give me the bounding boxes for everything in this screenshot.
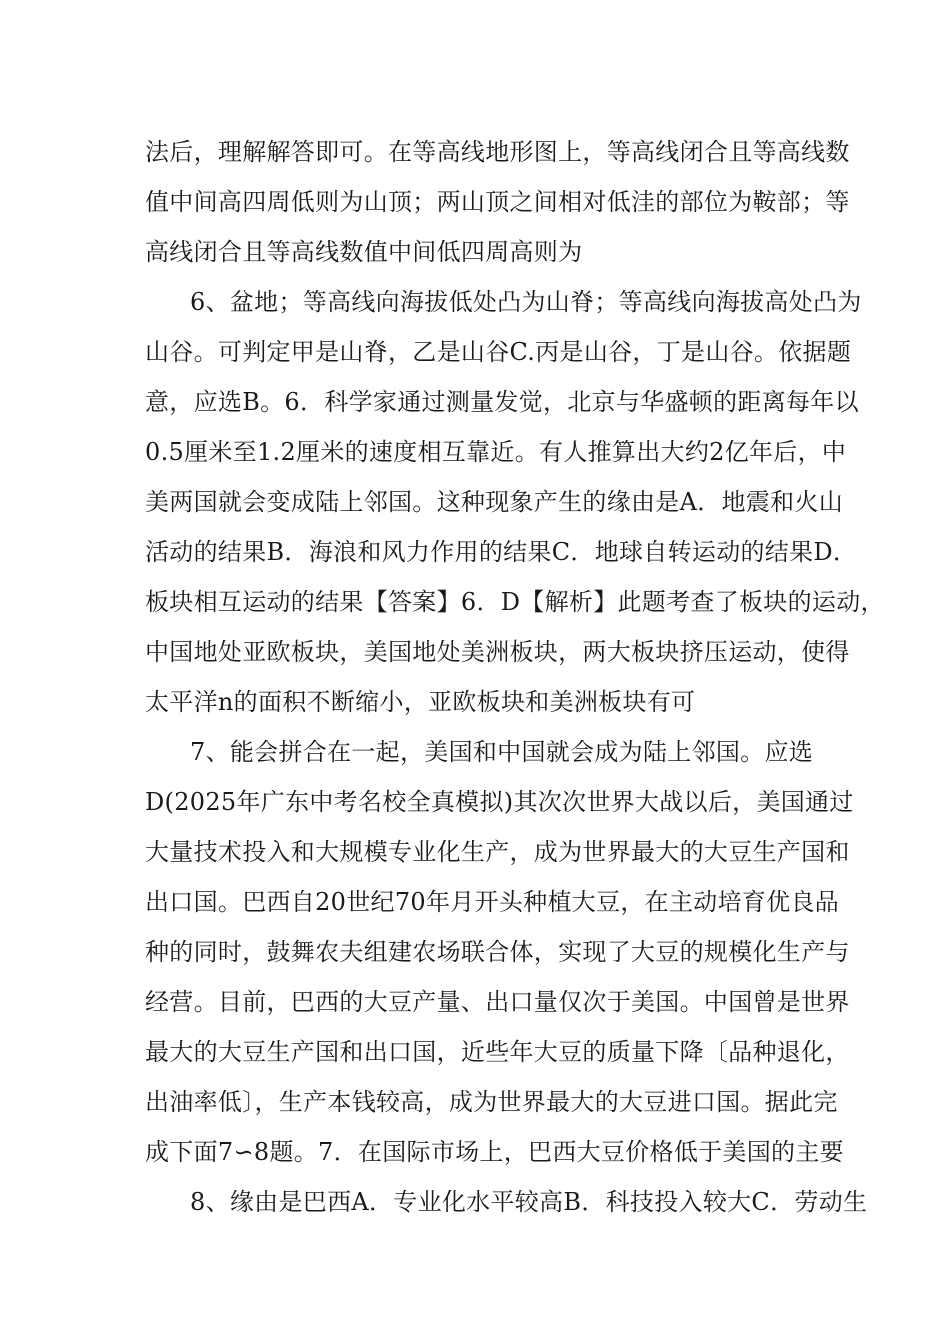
text-line: 高线闭合且等高线数值中间低四周高则为	[145, 238, 583, 266]
text-line: D(2025年广东中考名校全真模拟)其次次世界大战以后，美国通过	[145, 788, 854, 816]
text-line: 法后，理解解答即可。在等高线地形图上，等高线闭合且等高线数	[145, 138, 850, 166]
text-line: 0.5厘米至1.2厘米的速度相互靠近。有人推算出大约2亿年后，中	[145, 438, 847, 466]
paragraph-start-line: 6、盆地；等高线向海拔低处凸为山脊；等高线向海拔高处凸为	[190, 288, 862, 316]
text-line: 山谷。可判定甲是山脊，乙是山谷C.丙是山谷，丁是山谷。依据题	[145, 338, 852, 366]
text-line: 最大的大豆生产国和出口国，近些年大豆的质量下降〔品种退化，	[145, 1038, 850, 1066]
text-line: 板块相互运动的结果【答案】6．D【解析】此题考查了板块的运动，	[145, 588, 885, 616]
text-line: 大量技术投入和大规模专业化生产，成为世界最大的大豆生产国和	[145, 838, 850, 866]
text-line: 经营。目前，巴西的大豆产量、出口量仅次于美国。中国曾是世界	[145, 988, 850, 1016]
text-line: 活动的结果B．海浪和风力作用的结果C．地球自转运动的结果D．	[145, 538, 858, 566]
text-line: 出油率低〕，生产本钱较高，成为世界最大的大豆进口国。据此完	[145, 1088, 838, 1116]
text-line: 成下面7∽8题。7．在国际市场上，巴西大豆价格低于美国的主要	[145, 1138, 844, 1166]
paragraph-start-line: 7、能会拼合在一起，美国和中国就会成为陆上邻国。应选	[190, 738, 814, 766]
text-line: 种的同时，鼓舞农夫组建农场联合体，实现了大豆的规模化生产与	[145, 938, 850, 966]
paragraph-start-line: 8、缘由是巴西A．专业化水平较高B．科技投入较大C．劳动生	[190, 1188, 868, 1216]
text-line: 意，应选B。6．科学家通过测量发觉，北京与华盛顿的距离每年以	[145, 388, 859, 416]
text-line: 太平洋n的面积不断缩小，亚欧板块和美洲板块有可	[145, 688, 696, 716]
text-line: 值中间高四周低则为山顶；两山顶之间相对低洼的部位为鞍部；等	[145, 188, 850, 216]
text-line: 出口国。巴西自20世纪70年月开头种植大豆，在主动培育优良品	[145, 888, 840, 916]
text-line: 美两国就会变成陆上邻国。这种现象产生的缘由是A．地震和火山	[145, 488, 844, 516]
text-line: 中国地处亚欧板块，美国地处美洲板块，两大板块挤压运动，使得	[145, 638, 850, 666]
